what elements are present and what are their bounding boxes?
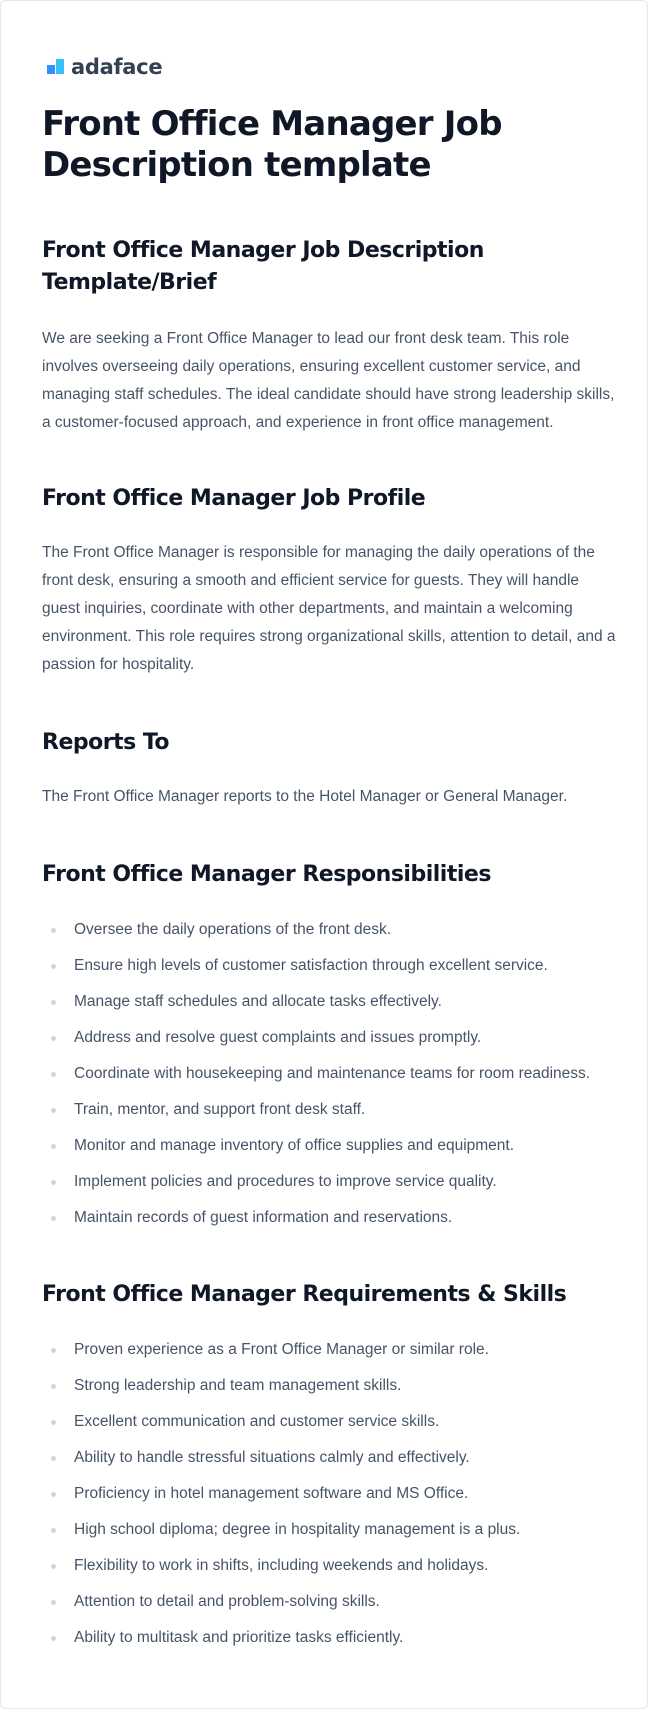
responsibilities-list [42,918,617,1242]
list-item: Ensure high levels of customer satisfaction through excellent service. [42,954,617,990]
reports-to-text: The Front Office Manager reports to the Hotel Manager or General Manager. [42,788,568,805]
list-item: Proficiency in hotel management software and MS Office. [42,1482,617,1518]
bullet-icon [51,1216,56,1221]
list-item: Train, mentor, and support front desk staff. [42,1098,617,1134]
bullet-icon [51,928,56,933]
bullet-icon [51,1456,56,1461]
list-item: Manage staff schedules and allocate tasks effectively. [42,990,617,1026]
list-item: Ability to handle stressful situations calmly and effectively. [42,1446,617,1482]
brief-heading: Front Office Manager Job Description Template/Brief [42,238,484,295]
bullet-icon [51,1564,56,1569]
bullet-icon [51,1528,56,1533]
page-title: Front Office Manager Job Description template [42,104,502,185]
bullet-icon [51,1180,56,1185]
list-item: Ability to multitask and prioritize tasks efficiently. [42,1626,617,1662]
bullet-icon [51,1348,56,1353]
bullet-icon [51,1384,56,1389]
list-item: Maintain records of guest information and reservations. [42,1206,617,1242]
bullet-icon [51,1636,56,1641]
list-item: Oversee the daily operations of the front desk. [42,918,617,954]
list-item: Proven experience as a Front Office Manager or similar role. [42,1338,617,1374]
list-item: Attention to detail and problem-solving skills. [42,1590,617,1626]
bullet-icon [51,1036,56,1041]
bullet-icon [51,1000,56,1005]
profile-text: The Front Office Manager is responsible for managing the daily operations of the front desk, ensuring a smooth and efficient service for guests. They will handle guest inquiries, coordinate with other departments, and maintain a welcoming environment. This role requires strong organizational skills, attention to detail, and a passion for hospitality. [42,544,616,673]
requirements-heading: Front Office Manager Requirements & Skills [42,1282,567,1307]
bullet-icon [51,1600,56,1605]
list-item: Coordinate with housekeeping and maintenance teams for room readiness. [42,1062,617,1098]
bullet-icon [51,1072,56,1077]
adaface-logo[interactable] [47,54,162,80]
list-item: Strong leadership and team management skills. [42,1374,617,1410]
list-item: Monitor and manage inventory of office supplies and equipment. [42,1134,617,1170]
bullet-icon [51,1108,56,1113]
list-item: Address and resolve guest complaints and issues promptly. [42,1026,617,1062]
brief-text: We are seeking a Front Office Manager to lead our front desk team. This role involves overseeing daily operations, ensuring excellent customer service, and managing staff schedules. The ideal candidate should have strong leadership skills, a customer-focused approach, and experience in front office management. [42,330,615,431]
list-item: Implement policies and procedures to improve service quality. [42,1170,617,1206]
bullet-icon [51,1492,56,1497]
requirements-list [42,1338,617,1662]
list-item: Flexibility to work in shifts, including weekends and holidays. [42,1554,617,1590]
bullet-icon [51,1420,56,1425]
logo-mark-icon [47,57,67,77]
reports-to-heading: Reports To [42,730,170,755]
list-item: Excellent communication and customer service skills. [42,1410,617,1446]
profile-heading: Front Office Manager Job Profile [42,486,426,511]
list-item: High school diploma; degree in hospitality management is a plus. [42,1518,617,1554]
bullet-icon [51,1144,56,1149]
bullet-icon [51,964,56,969]
logo-text: adaface [71,55,163,79]
responsibilities-heading: Front Office Manager Responsibilities [42,862,491,887]
